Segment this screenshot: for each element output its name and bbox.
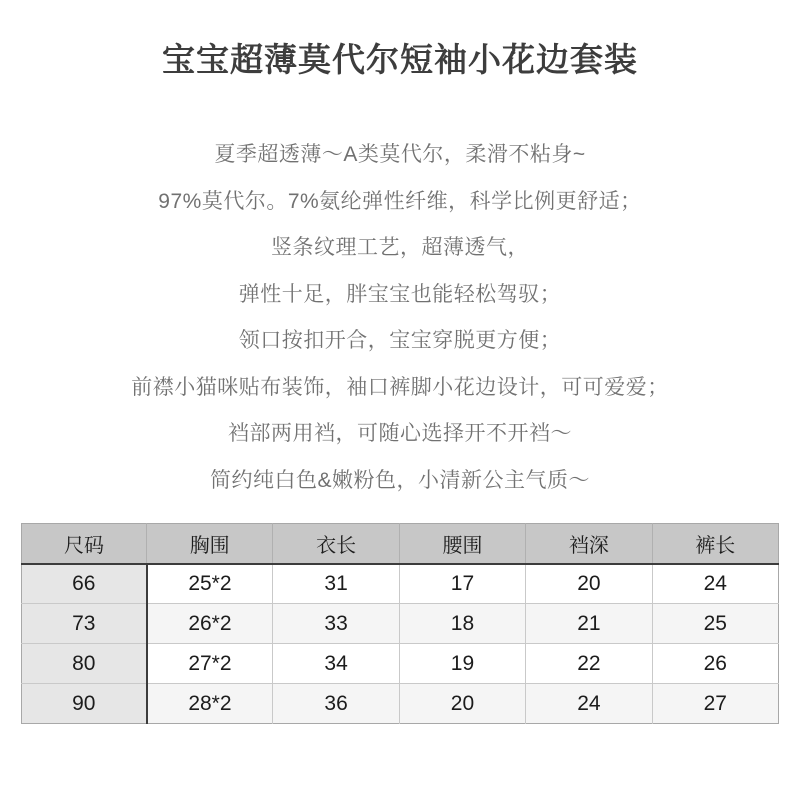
size-table-column-header: 裆深 bbox=[526, 524, 652, 564]
size-table-cell: 24 bbox=[652, 564, 778, 604]
size-table-cell: 28*2 bbox=[147, 684, 273, 724]
size-table-row-header: 80 bbox=[22, 644, 147, 684]
size-table-cell: 17 bbox=[399, 564, 525, 604]
size-table-row-header: 90 bbox=[22, 684, 147, 724]
product-description bbox=[0, 132, 800, 504]
size-table-cell: 31 bbox=[273, 564, 399, 604]
size-table-cell: 26*2 bbox=[147, 604, 273, 644]
size-table-row bbox=[22, 604, 779, 644]
size-table-cell: 20 bbox=[526, 564, 652, 604]
size-table-column-header: 胸围 bbox=[147, 524, 273, 564]
description-line: 简约纯白色&嫩粉色，小清新公主气质～ bbox=[209, 468, 590, 492]
size-table-cell: 27*2 bbox=[147, 644, 273, 684]
size-table-row bbox=[22, 684, 779, 724]
description-line: 弹性十足，胖宝宝也能轻松驾驭； bbox=[238, 282, 562, 306]
size-table-cell: 36 bbox=[273, 684, 399, 724]
description-line: 前襟小猫咪贴布装饰，袖口裤脚小花边设计，可可爱爱； bbox=[131, 375, 669, 399]
size-table-cell: 25*2 bbox=[147, 564, 273, 604]
size-chart-header bbox=[22, 524, 779, 564]
size-table-column-header: 衣长 bbox=[273, 524, 399, 564]
product-title: 宝宝超薄莫代尔短袖小花边套装 bbox=[162, 41, 638, 78]
size-table-column-header: 尺码 bbox=[22, 524, 147, 564]
size-table-cell: 34 bbox=[273, 644, 399, 684]
size-table-cell: 33 bbox=[273, 604, 399, 644]
size-table-column-header: 裤长 bbox=[652, 524, 778, 564]
size-table-row bbox=[22, 644, 779, 684]
size-table-cell: 19 bbox=[399, 644, 525, 684]
size-table-cell: 27 bbox=[652, 684, 778, 724]
size-table-row bbox=[22, 564, 779, 604]
description-line: 领口按扣开合，宝宝穿脱更方便； bbox=[238, 329, 562, 352]
size-table-column-header: 腰围 bbox=[399, 524, 525, 564]
size-table-row-header: 66 bbox=[22, 564, 147, 604]
size-chart-table bbox=[21, 523, 779, 724]
size-table-cell: 24 bbox=[526, 684, 652, 724]
description-line: 夏季超透薄～A类莫代尔，柔滑不粘身~ bbox=[214, 143, 586, 166]
size-table-cell: 21 bbox=[526, 604, 652, 644]
size-table-cell: 20 bbox=[399, 684, 525, 724]
size-chart-header-row bbox=[22, 524, 779, 564]
description-line: 裆部两用裆，可随心选择开不开裆～ bbox=[228, 422, 572, 445]
size-table-cell: 22 bbox=[526, 644, 652, 684]
size-chart-body bbox=[22, 564, 779, 724]
size-table-cell: 25 bbox=[652, 604, 778, 644]
size-table-cell: 18 bbox=[399, 604, 525, 644]
size-table-row-header: 73 bbox=[22, 604, 147, 644]
size-table-cell: 26 bbox=[652, 644, 778, 684]
description-line: 竖条纹理工艺，超薄透气， bbox=[271, 236, 529, 259]
description-line: 97%莫代尔。7%氨纶弹性纤维，科学比例更舒适； bbox=[158, 189, 642, 213]
